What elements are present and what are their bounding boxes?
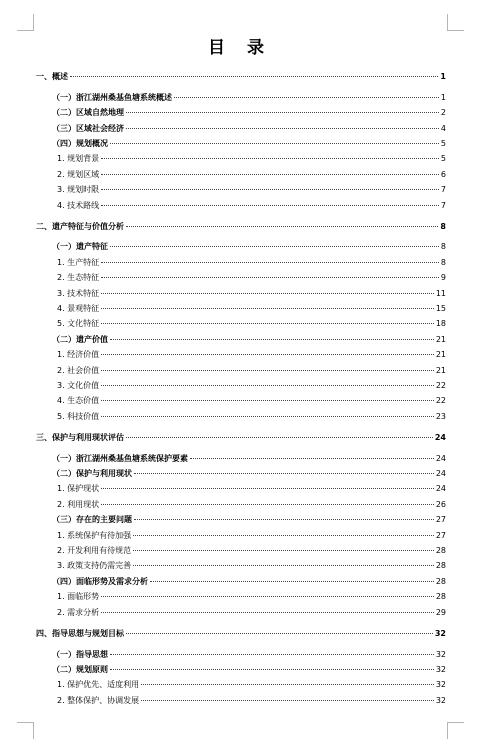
- toc-subsection-entry[interactable]: [57, 381, 446, 391]
- toc-entry-label: 5. 科技价值: [57, 412, 100, 421]
- toc-title: 目 录: [208, 38, 272, 58]
- toc-entry-label: 三、保护与利用现状评估: [36, 433, 124, 442]
- toc-page-number: 32: [434, 629, 446, 638]
- dot-leader: [101, 158, 439, 159]
- toc-entry-label: （二）保护与利用现状: [52, 469, 132, 478]
- toc-page-number: 24: [435, 469, 446, 478]
- dot-leader: [133, 535, 434, 536]
- toc-entry-label: 4. 技术路线: [57, 201, 100, 210]
- toc-entry-label: 2. 规划区域: [57, 170, 100, 179]
- toc-entry-label: （四）面临形势及需求分析: [52, 577, 148, 586]
- dot-leader: [101, 612, 434, 613]
- dot-leader: [101, 205, 439, 206]
- dot-leader: [101, 488, 434, 489]
- toc-entry-label: 2. 整体保护、协调发展: [57, 696, 140, 705]
- toc-entry-label: 4. 生态价值: [57, 396, 100, 405]
- dot-leader: [70, 76, 438, 77]
- dot-leader: [126, 112, 439, 113]
- toc-section-entry[interactable]: [52, 93, 446, 103]
- toc-section-entry[interactable]: [52, 650, 446, 660]
- toc-entry-label: 二、遗产特征与价值分析: [36, 222, 124, 231]
- dot-leader: [150, 581, 434, 582]
- toc-subsection-entry[interactable]: [57, 170, 446, 180]
- toc-page-number: 7: [440, 201, 446, 210]
- toc-page-number: 24: [435, 484, 446, 493]
- toc-page-number: 8: [440, 242, 446, 251]
- dot-leader: [190, 458, 434, 459]
- toc-page-number: 7: [440, 185, 446, 194]
- crop-mark-top-left: [17, 14, 34, 31]
- toc-subsection-entry[interactable]: [57, 546, 446, 556]
- toc-section-entry[interactable]: [52, 515, 446, 525]
- toc-page-number: 1: [440, 72, 446, 81]
- toc-page-number: 5: [440, 154, 446, 163]
- dot-leader: [101, 189, 439, 190]
- toc-page-number: 28: [435, 577, 446, 586]
- toc-page-number: 24: [435, 454, 446, 463]
- toc-entry-label: 1. 面临形势: [57, 592, 100, 601]
- toc-section-entry[interactable]: [52, 242, 446, 252]
- dot-leader: [126, 128, 439, 129]
- toc-page-number: 6: [440, 170, 446, 179]
- dot-leader: [141, 700, 434, 701]
- dot-leader: [110, 669, 434, 670]
- toc-subsection-entry[interactable]: [57, 201, 446, 211]
- toc-page-number: 26: [435, 500, 446, 509]
- dot-leader: [101, 504, 434, 505]
- toc-section-entry[interactable]: [52, 139, 446, 149]
- toc-page-number: 28: [435, 546, 446, 555]
- toc-page-number: 15: [435, 304, 446, 313]
- toc-entry-label: （三）存在的主要问题: [52, 515, 132, 524]
- toc-page-number: 32: [435, 665, 446, 674]
- toc-subsection-entry[interactable]: [57, 273, 446, 283]
- toc-section-entry[interactable]: [52, 469, 446, 479]
- toc-page-number: 1: [440, 93, 446, 102]
- dot-leader: [133, 565, 434, 566]
- toc-page-number: 2: [440, 108, 446, 117]
- toc-subsection-entry[interactable]: [57, 366, 446, 376]
- toc-page-number: 23: [435, 412, 446, 421]
- toc-subsection-entry[interactable]: [57, 680, 446, 690]
- dot-leader: [141, 684, 434, 685]
- toc-chapter-entry[interactable]: [36, 629, 446, 639]
- toc-page-number: 27: [435, 515, 446, 524]
- toc-page-number: 22: [435, 381, 446, 390]
- dot-leader: [101, 277, 439, 278]
- toc-chapter-entry[interactable]: [36, 433, 446, 443]
- dot-leader: [101, 370, 434, 371]
- toc-page-number: 32: [435, 696, 446, 705]
- dot-leader: [110, 143, 439, 144]
- toc-chapter-entry[interactable]: [36, 72, 446, 82]
- toc-entry-label: 2. 生态特征: [57, 273, 100, 282]
- toc-subsection-entry[interactable]: [57, 412, 446, 422]
- toc-entry-label: （四）规划概况: [52, 139, 108, 148]
- toc-page-number: 4: [440, 124, 446, 133]
- toc-subsection-entry[interactable]: [57, 319, 446, 329]
- toc-entry-label: （二）规划原则: [52, 665, 108, 674]
- toc-entry-label: 1. 保护现状: [57, 484, 100, 493]
- dot-leader: [126, 226, 438, 227]
- dot-leader: [126, 437, 433, 438]
- toc-subsection-entry[interactable]: [57, 304, 446, 314]
- dot-leader: [174, 97, 439, 98]
- toc-page-number: 11: [435, 289, 446, 298]
- toc-entry-label: 2. 开发利用有待规范: [57, 546, 132, 555]
- toc-entry-label: （一）浙江湖州桑基鱼塘系统保护要素: [52, 454, 188, 463]
- dot-leader: [101, 596, 434, 597]
- toc-page-number: 5: [440, 139, 446, 148]
- dot-leader: [134, 473, 434, 474]
- toc-page-number: 21: [435, 350, 446, 359]
- toc-subsection-entry[interactable]: [57, 696, 446, 706]
- toc-chapter-entry[interactable]: [36, 222, 446, 232]
- toc-subsection-entry[interactable]: [57, 350, 446, 360]
- toc-entry-label: （一）浙江湖州桑基鱼塘系统概述: [52, 93, 172, 102]
- toc-entry-label: 4. 景观特征: [57, 304, 100, 313]
- toc-page-number: 18: [435, 319, 446, 328]
- toc-subsection-entry[interactable]: [57, 608, 446, 618]
- dot-leader: [101, 385, 434, 386]
- toc-entry-label: 5. 文化特征: [57, 319, 100, 328]
- dot-leader: [101, 262, 439, 263]
- crop-mark-top-right: [447, 14, 464, 31]
- toc-entry-label: 一、概述: [36, 72, 68, 81]
- toc-page-number: 9: [440, 273, 446, 282]
- toc-entry-label: （一）指导思想: [52, 650, 108, 659]
- toc-subsection-entry[interactable]: [57, 592, 446, 602]
- dot-leader: [134, 519, 434, 520]
- toc-entry-label: 2. 利用现状: [57, 500, 100, 509]
- dot-leader: [101, 416, 434, 417]
- toc-subsection-entry[interactable]: [57, 396, 446, 406]
- toc-entry-label: 1. 系统保护有待加强: [57, 531, 132, 540]
- toc-section-entry[interactable]: [52, 665, 446, 675]
- toc-page-number: 29: [435, 608, 446, 617]
- toc-page-number: 8: [440, 258, 446, 267]
- toc-entry-label: 3. 文化价值: [57, 381, 100, 390]
- toc-page-number: 28: [435, 592, 446, 601]
- toc-subsection-entry[interactable]: [57, 561, 446, 571]
- toc-entry-label: （二）遗产价值: [52, 335, 108, 344]
- toc-page-number: 24: [434, 433, 446, 442]
- dot-leader: [110, 654, 434, 655]
- toc-page-number: 28: [435, 561, 446, 570]
- toc-entry-label: 3. 政策支持仍需完善: [57, 561, 132, 570]
- toc-section-entry[interactable]: [52, 335, 446, 345]
- toc-subsection-entry[interactable]: [57, 258, 446, 268]
- toc-page-number: 8: [440, 222, 446, 231]
- dot-leader: [110, 246, 439, 247]
- toc-entry-label: 2. 需求分析: [57, 608, 100, 617]
- toc-entry-label: 1. 规划背景: [57, 154, 100, 163]
- toc-subsection-entry[interactable]: [57, 185, 446, 195]
- toc-subsection-entry[interactable]: [57, 289, 446, 299]
- toc-entry-label: （一）遗产特征: [52, 242, 108, 251]
- dot-leader: [101, 323, 434, 324]
- toc-entry-label: 3. 规划时限: [57, 185, 100, 194]
- dot-leader: [110, 339, 434, 340]
- toc-page-number: 32: [435, 680, 446, 689]
- toc-entry-label: 3. 技术特征: [57, 289, 100, 298]
- toc-page-number: 21: [435, 366, 446, 375]
- toc-page-number: 22: [435, 396, 446, 405]
- toc-subsection-entry[interactable]: [57, 154, 446, 164]
- toc-entry-label: （三）区域社会经济: [52, 124, 124, 133]
- toc-entry-label: 四、指导思想与规划目标: [36, 629, 124, 638]
- toc-entry-label: 1. 保护优先、适度利用: [57, 680, 140, 689]
- toc-section-entry[interactable]: [52, 577, 446, 587]
- crop-mark-bottom-left: [17, 722, 34, 739]
- dot-leader: [101, 293, 434, 294]
- toc-page-number: 27: [435, 531, 446, 540]
- dot-leader: [101, 400, 434, 401]
- toc-entry-label: （二）区域自然地理: [52, 108, 124, 117]
- toc-section-entry[interactable]: [52, 124, 446, 134]
- toc-subsection-entry[interactable]: [57, 484, 446, 494]
- dot-leader: [133, 550, 434, 551]
- toc-section-entry[interactable]: [52, 454, 446, 464]
- dot-leader: [126, 633, 433, 634]
- toc-entry-label: 1. 生产特征: [57, 258, 100, 267]
- toc-subsection-entry[interactable]: [57, 531, 446, 541]
- toc-subsection-entry[interactable]: [57, 500, 446, 510]
- dot-leader: [101, 174, 439, 175]
- crop-mark-bottom-right: [447, 722, 464, 739]
- dot-leader: [101, 354, 434, 355]
- toc-section-entry[interactable]: [52, 108, 446, 118]
- dot-leader: [101, 308, 434, 309]
- toc-entry-label: 2. 社会价值: [57, 366, 100, 375]
- toc-entry-label: 1. 经济价值: [57, 350, 100, 359]
- toc-page-number: 21: [435, 335, 446, 344]
- toc-page-number: 32: [435, 650, 446, 659]
